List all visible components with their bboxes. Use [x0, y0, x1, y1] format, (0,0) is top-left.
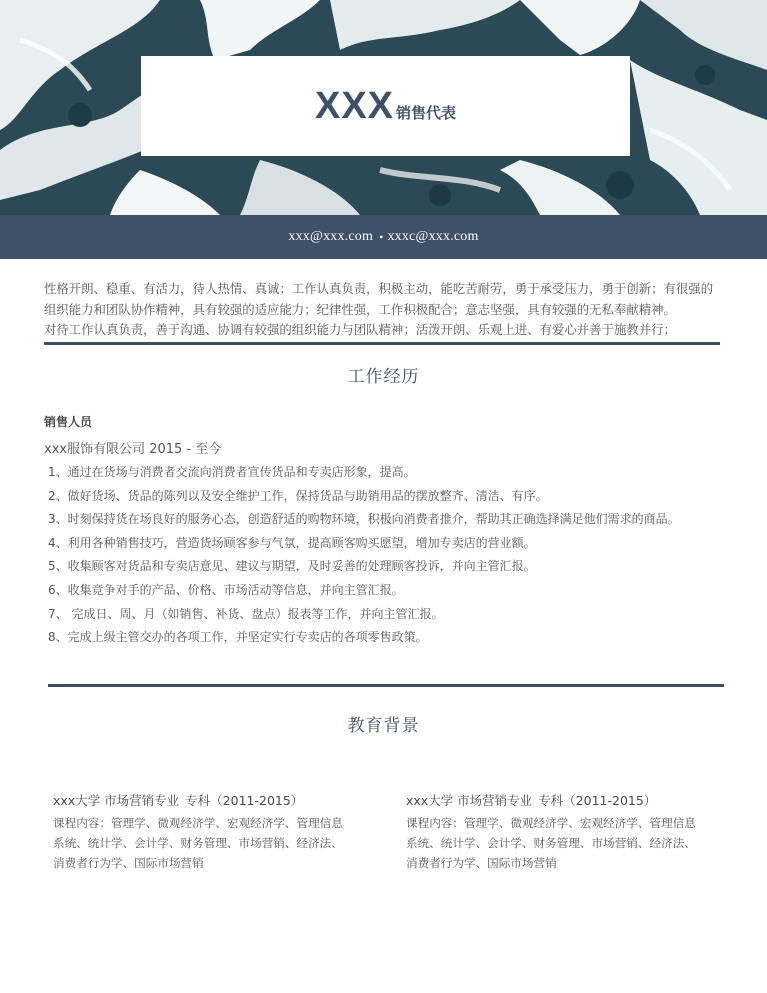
education-section-title: 教育背景: [347, 716, 420, 736]
education-header: [406, 791, 706, 809]
summary-line: 对待工作认真负责，善于沟通、协调有较强的组织能力与团队精神；活泼开朗、乐观上进、有爱心并善于施教并行；: [44, 322, 676, 337]
profile-summary: [44, 279, 734, 341]
school-major: xxx大学 市场营销专业: [53, 793, 180, 808]
duty-list: [48, 461, 748, 650]
degree-dates: 专科（2011-2015）: [185, 793, 304, 808]
duty-item: 6、收集竞争对手的产品、价格、市场活动等信息，并向主管汇报。: [48, 582, 404, 597]
work-section-title: 工作经历: [347, 367, 420, 387]
duty-item: 1、通过在货场与消费者交流向消费者宣传货品和专卖店形象，提高。: [48, 465, 416, 479]
job-role: 销售人员: [44, 415, 93, 429]
degree-dates: 专科（2011-2015）: [538, 793, 657, 808]
education-entry: [406, 791, 706, 873]
duty-item: 7、 完成日、周、月（如销售、补货、盘点）报表等工作，并向主管汇报。: [48, 606, 444, 621]
course-list: 课程内容：管理学、微观经济学、宏观经济学、管理信息系统、统计学、会计学、财务管理、市场营销、经济法、消费者行为学、国际市场营销: [53, 816, 343, 870]
email-secondary[interactable]: xxxc@xxx.com: [387, 229, 479, 244]
job-title: 销售代表: [396, 103, 457, 122]
summary-line: 性格开朗、稳重、有活力，待人热情、真诚；工作认真负责，积极主动，能吃苦耐劳，勇于承受压力，勇于创新；有很强的: [44, 281, 714, 296]
course-list: 课程内容：管理学、微观经济学、宏观经济学、管理信息系统、统计学、会计学、财务管理、市场营销、经济法、消费者行为学、国际市场营销: [406, 816, 696, 870]
section-divider: [48, 684, 724, 687]
header-banner: [0, 0, 767, 215]
name-card: [141, 56, 630, 156]
separator-dot: •: [379, 229, 384, 244]
duty-item: 8、完成上级主管交办的各项工作，并坚定实行专卖店的各项零售政策。: [48, 630, 428, 645]
summary-line: 组织能力和团队协作精神，具有较强的适应能力；纪律性强，工作积极配合；意志坚强，具有较强的无私奉献精神。: [44, 301, 676, 317]
duty-item: 2、做好货场、货品的陈列以及安全维护工作，保持货品与助销用品的摆放整齐、清洁、有序。: [48, 488, 548, 503]
job-company-dates: xxx服饰有限公司 2015 - 至今: [44, 442, 222, 457]
education-header: [53, 791, 353, 809]
duty-item: 5、收集顾客对货品和专卖店意见、建议与期望，及时妥善的处理顾客投诉，并向主管汇报。: [48, 559, 536, 574]
email-primary[interactable]: xxx@xxx.com: [288, 229, 374, 244]
school-major: xxx大学 市场营销专业: [406, 793, 533, 808]
duty-item: 4、利用各种销售技巧，营造货场顾客参与气氛，提高顾客购买愿望，增加专卖店的营业额。: [48, 535, 536, 550]
education-entry: [53, 791, 353, 873]
duty-item: 3、时刻保持货在场良好的服务心态，创造舒适的购物环境，积极向消费者推介，帮助其正确选择满足他们需求的商品。: [48, 512, 680, 527]
section-divider: [44, 342, 720, 345]
contact-bar: [0, 215, 767, 259]
candidate-name: XXX: [314, 84, 395, 127]
